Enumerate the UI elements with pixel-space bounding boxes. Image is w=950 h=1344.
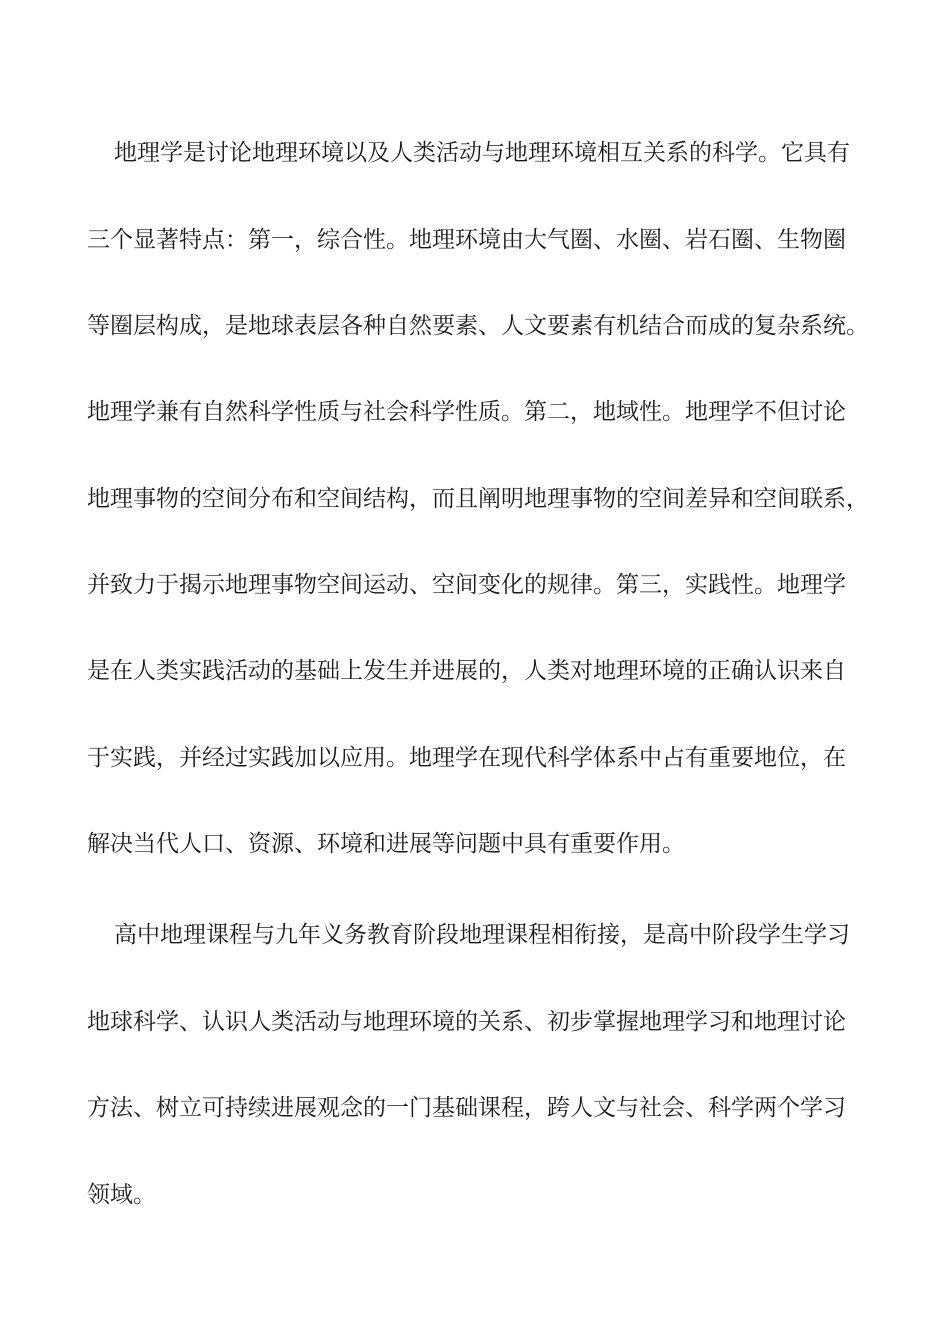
paragraph-line: 于实践，并经过实践加以应用。地理学在现代科学体系中占有重要地位，在 [87, 745, 846, 771]
paragraph-line: 是在人类实践活动的基础上发生并进展的，人类对地理环境的正确认识来自 [87, 658, 846, 684]
paragraph-line: 地球科学、认识人类活动与地理环境的关系、初步掌握地理学习和地理讨论 [87, 1009, 846, 1035]
paragraph-line: 地理学兼有自然科学性质与社会科学性质。第二，地域性。地理学不但讨论 [87, 399, 846, 425]
paragraph-line: 解决当代人口、资源、环境和进展等问题中具有重要作用。 [87, 831, 685, 857]
paragraph-line: 地理事物的空间分布和空间结构，而且阐明地理事物的空间差异和空间联系， [87, 486, 869, 512]
paragraph-line: 并致力于揭示地理事物空间运动、空间变化的规律。第三，实践性。地理学 [87, 572, 846, 598]
paragraph-line: 等圈层构成，是地球表层各种自然要素、人文要素有机结合而成的复杂系统。 [87, 313, 869, 339]
paragraph-line: 地理学是讨论地理环境以及人类活动与地理环境相互关系的科学。它具有 [114, 140, 850, 166]
paragraph-line: 方法、树立可持续进展观念的一门基础课程，跨人文与社会、科学两个学习 [87, 1095, 846, 1121]
paragraph-line: 领域。 [87, 1182, 156, 1208]
paragraph-line: 三个显著特点：第一，综合性。地理环境由大气圈、水圈、岩石圈、生物圈 [87, 227, 846, 253]
paragraph-line: 高中地理课程与九年义务教育阶段地理课程相衔接，是高中阶段学生学习 [114, 922, 850, 948]
